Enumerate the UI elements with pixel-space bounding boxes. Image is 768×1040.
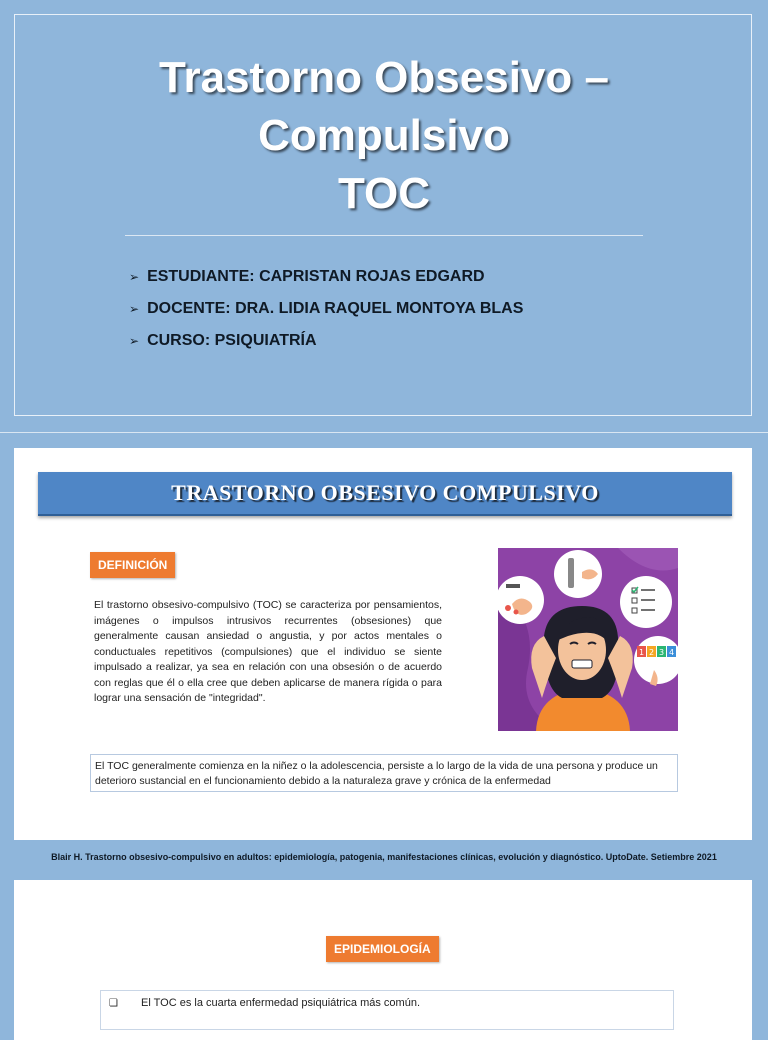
title-line-1: Trastorno Obsesivo – xyxy=(159,53,609,102)
illustration-number-4: 4 xyxy=(669,648,675,657)
title-line-3: TOC xyxy=(337,169,431,218)
credits-list xyxy=(129,261,523,357)
slide-separator xyxy=(0,432,768,433)
illustration-number-2: 2 xyxy=(649,648,655,657)
slide-title xyxy=(15,49,753,223)
epidemiology-item: ❏ El TOC es la cuarta enfermedad psiquiátrica más común. xyxy=(100,990,674,1030)
citation-footer: Blair H. Trastorno obsesivo-compulsivo en adultos: epidemiología, patogenia, manifestaciones clínicas, evolución y diagnóstico. UptoDate. Setiembre 2021 xyxy=(51,852,717,862)
title-divider xyxy=(125,235,643,236)
ocd-illustration xyxy=(498,548,678,731)
title-slide xyxy=(14,14,752,416)
arrow-bullet-icon: ➢ xyxy=(129,334,140,348)
section-banner: TRASTORNO OBSESIVO COMPULSIVO xyxy=(38,472,732,516)
onset-info-box: El TOC generalmente comienza en la niñez o la adolescencia, persiste a lo largo de la vida de una persona y produce un deterioro sustancial en el funcionamiento debido a la naturaleza grave y crónica de la enfermedad xyxy=(90,754,678,792)
definition-slide xyxy=(14,448,752,840)
illustration-number-3: 3 xyxy=(659,648,665,657)
arrow-bullet-icon: ➢ xyxy=(129,302,140,316)
checkbox-bullet-icon: ❏ xyxy=(109,998,118,1009)
epidemiology-slide xyxy=(14,880,752,1040)
epidemiology-tag: EPIDEMIOLOGÍA xyxy=(326,936,439,962)
credit-course: ➢ CURSO: PSIQUIATRÍA xyxy=(129,325,523,357)
title-line-2: Compulsivo xyxy=(258,111,510,160)
illustration-number-1: 1 xyxy=(639,648,645,657)
credit-student: ➢ ESTUDIANTE: CAPRISTAN ROJAS EDGARD xyxy=(129,261,523,293)
definition-text: El trastorno obsesivo-compulsivo (TOC) se caracteriza por pensamientos, imágenes o impulsos intrusivos recurrentes (obsesiones) que generalmente causan ansiedad o angustia, y por actos mentales o conductuales repetitivos (compulsiones) que el individuo se siente impulsado a realizar, ya sea en relación con una obsesión o de acuerdo con reglas que él o ella cree que deben aplicarse de manera rígida o para lograr una sensación de "integridad". xyxy=(94,599,442,704)
arrow-bullet-icon: ➢ xyxy=(129,270,140,284)
definition-tag: DEFINICIÓN xyxy=(90,552,175,578)
credit-teacher: ➢ DOCENTE: DRA. LIDIA RAQUEL MONTOYA BLAS xyxy=(129,293,523,325)
